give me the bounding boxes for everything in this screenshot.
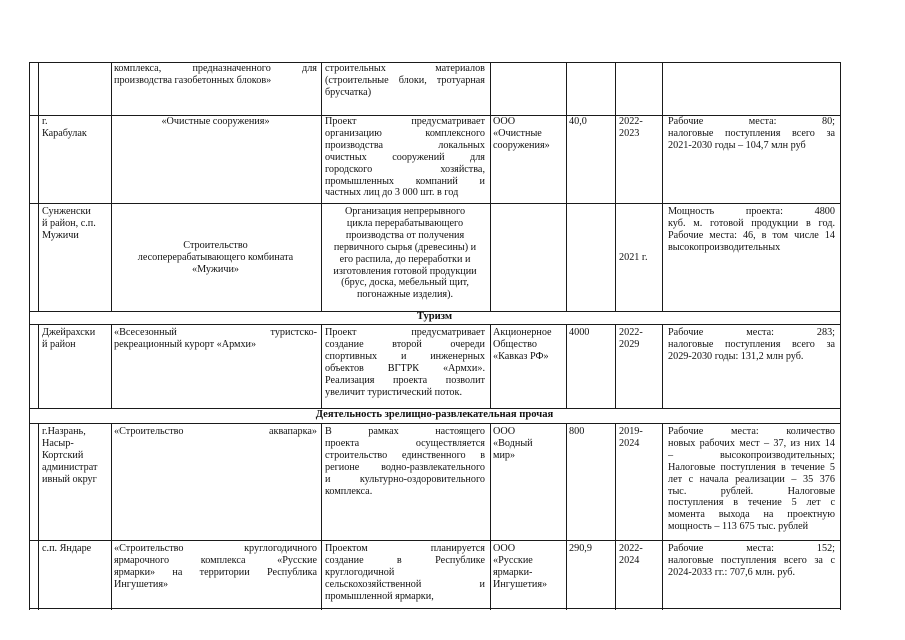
cell-effect — [668, 543, 835, 579]
table-rule-vertical — [490, 203, 491, 311]
cell-line: частных лиц до 3 000 шт. в год — [325, 187, 459, 199]
cell-period — [619, 252, 659, 264]
table-rule-vertical — [615, 423, 616, 540]
cell-line: производства от получения — [345, 229, 465, 241]
cell-line: 800 — [569, 426, 585, 437]
cell-line: Ингушетия» — [114, 578, 169, 590]
table-rule-vertical — [840, 540, 841, 608]
cell-line: куб. м. готовой продукции в год. — [668, 217, 835, 229]
cell-line: первичного сырья (древесины) и — [333, 241, 477, 253]
cell-period — [619, 426, 659, 450]
table-rule-vertical — [615, 540, 616, 608]
cell-line: Джейрахски — [42, 327, 96, 338]
cell-line: строительных материалов — [325, 63, 485, 74]
table-rule-vertical — [566, 115, 567, 203]
cell-line: Сунженски — [42, 206, 91, 217]
cell-line: Проект предусматривает — [325, 116, 485, 127]
table-rule-horizontal — [29, 423, 841, 424]
table-rule-horizontal — [29, 324, 841, 325]
table-rule-vertical — [662, 423, 663, 540]
table-rule-vertical — [38, 62, 39, 115]
section-heading: Деятельность зрелищно-развлекательная прочая — [315, 409, 554, 420]
cell-project — [114, 327, 317, 351]
cell-line: мир» — [493, 449, 516, 461]
cell-project — [114, 240, 317, 276]
cell-line: комплекса. — [325, 485, 373, 497]
cell-line: Мужичи — [42, 229, 79, 241]
cell-period — [619, 327, 659, 351]
table-rule-vertical — [29, 62, 30, 115]
cell-line: 290,9 — [569, 543, 592, 554]
cell-line: Общество — [493, 338, 537, 350]
cell-investor — [493, 543, 563, 591]
cell-line: организацию комплексного — [325, 127, 485, 139]
cell-line: Рабочие места: 283; — [668, 327, 835, 338]
cell-line: создание второй очереди — [325, 338, 485, 350]
table-rule-vertical — [662, 324, 663, 408]
cell-line: ООО — [493, 543, 516, 554]
table-rule-horizontal — [29, 608, 841, 609]
cell-line: «Мужичи» — [191, 263, 240, 275]
cell-effect — [668, 327, 835, 363]
table-rule-vertical — [29, 324, 30, 408]
cell-line: 2029 — [619, 338, 640, 350]
cell-line: (брус, доска, мебельный щит, — [341, 277, 469, 289]
table-rule-horizontal — [29, 203, 841, 204]
cell-effect — [668, 116, 835, 152]
table-rule-vertical — [566, 608, 567, 610]
cell-line: производства газобетонных блоков» — [114, 74, 272, 86]
table-rule-vertical — [321, 324, 322, 408]
cell-line: очистных сооружений для — [325, 151, 485, 163]
table-rule-vertical — [615, 324, 616, 408]
cell-line: «Строительство круглогодичного — [114, 543, 317, 554]
cell-line: строительство единственного в — [325, 449, 485, 461]
table-rule-vertical — [840, 62, 841, 115]
cell-effect — [668, 426, 835, 533]
cell-line: 2022- — [619, 327, 643, 338]
cell-line: Рабочие места: 152; — [668, 543, 835, 554]
cell-line: цикла перерабатывающего — [346, 217, 464, 229]
cell-line: лесоперерабатывающего комбината — [137, 251, 294, 263]
cell-description — [325, 543, 485, 603]
cell-line: налоговые поступления всего за — [668, 127, 835, 139]
cell-line: Налоговые поступления в течение 5 — [668, 461, 835, 473]
cell-line: и культурно-оздоровительного — [325, 473, 485, 485]
cell-amount — [569, 116, 613, 128]
cell-line: круглогодичной — [325, 566, 395, 578]
table-rule-vertical — [321, 62, 322, 115]
table-rule-vertical — [321, 423, 322, 540]
table-rule-vertical — [566, 203, 567, 311]
cell-project — [114, 116, 317, 128]
cell-project — [114, 63, 317, 87]
cell-location — [42, 116, 110, 140]
table-rule-vertical — [29, 203, 30, 311]
cell-line: Строительство — [183, 240, 248, 251]
cell-line: 2029-2030 годы: 131,2 млн руб. — [668, 350, 804, 362]
table-rule-vertical — [566, 423, 567, 540]
table-rule-vertical — [662, 203, 663, 311]
table-rule-vertical — [29, 115, 30, 203]
cell-location — [42, 543, 110, 555]
cell-line: 40,0 — [569, 116, 587, 127]
cell-line: 4000 — [569, 327, 590, 338]
table-rule-vertical — [111, 203, 112, 311]
table-rule-vertical — [840, 203, 841, 311]
cell-effect — [668, 206, 835, 254]
table-rule-vertical — [38, 203, 39, 311]
table-rule-vertical — [321, 608, 322, 610]
cell-line: мощность – 113 675 тыс. рублей — [668, 521, 809, 533]
cell-line: момента выхода на проектную — [668, 509, 835, 521]
cell-line: Мощность проекта: 4800 — [668, 206, 835, 217]
cell-line: 2021-2030 годы – 104,7 млн руб — [668, 139, 806, 151]
cell-line: Карабулак — [42, 127, 87, 139]
table-rule-vertical — [662, 540, 663, 608]
cell-line: Рабочие места: 46, в том числе 14 — [668, 229, 835, 241]
cell-line: налоговые поступления всего за с — [668, 554, 835, 566]
table-rule-vertical — [840, 423, 841, 540]
table-rule-vertical — [840, 311, 841, 324]
table-rule-vertical — [490, 115, 491, 203]
cell-line: Рабочие места: 80; — [668, 116, 835, 127]
cell-line: лет с начала реализации – 35 376 — [668, 473, 835, 485]
cell-line: администрат — [42, 461, 98, 473]
table-rule-horizontal — [29, 540, 841, 541]
cell-line: ярмарки» на территории Республика — [114, 566, 317, 578]
cell-line: Акционерное — [493, 327, 552, 338]
cell-period — [619, 116, 659, 140]
cell-line: Реализация проекта позволит — [325, 374, 485, 386]
table-rule-vertical — [840, 324, 841, 408]
cell-line: «Водный — [493, 437, 533, 449]
table-rule-vertical — [490, 608, 491, 610]
table-rule-vertical — [566, 324, 567, 408]
cell-line: г.Назрань, — [42, 426, 86, 437]
cell-amount — [569, 327, 613, 339]
cell-description — [325, 327, 485, 398]
cell-line: увеличит туристический поток. — [325, 386, 462, 398]
cell-line: 2024-2033 гг.: 707,6 млн. руб. — [668, 566, 796, 578]
cell-line: новых рабочих мест – 37, из них 14 — [668, 437, 835, 449]
cell-investor — [493, 116, 563, 152]
table-rule-vertical — [29, 423, 30, 540]
table-rule-vertical — [566, 62, 567, 115]
section-heading: Туризм — [416, 311, 453, 322]
cell-line: 2023 — [619, 127, 640, 139]
table-rule-vertical — [615, 62, 616, 115]
table-rule-vertical — [662, 62, 663, 115]
cell-line: Насыр- — [42, 437, 74, 449]
cell-line: высокопроизводительных — [668, 241, 781, 253]
table-rule-vertical — [566, 540, 567, 608]
cell-line: с.п. Яндаре — [42, 543, 92, 554]
cell-line: г. — [42, 116, 48, 127]
cell-line: Кортский — [42, 449, 84, 461]
cell-line: ивный округ — [42, 473, 97, 485]
table-rule-vertical — [840, 408, 841, 423]
cell-line: 2024 — [619, 554, 640, 566]
cell-line: производства локальных — [325, 139, 485, 151]
table-rule-vertical — [490, 423, 491, 540]
cell-line: сельскохозяйственной и — [325, 578, 485, 590]
cell-line: Проектом планируется — [325, 543, 485, 554]
cell-line: ярмарки- — [493, 566, 533, 578]
cell-line: Проект предусматривает — [325, 327, 485, 338]
table-rule-vertical — [662, 115, 663, 203]
cell-amount — [569, 426, 613, 438]
cell-location — [42, 426, 110, 486]
cell-location — [42, 206, 110, 242]
cell-line: «Очистные сооружения» — [161, 116, 270, 127]
cell-period — [619, 543, 659, 567]
cell-line: брусчатка) — [325, 86, 372, 98]
cell-line: – высокопроизводительных; — [668, 449, 835, 461]
table-rule-vertical — [840, 115, 841, 203]
table-rule-vertical — [29, 540, 30, 608]
table-rule-vertical — [321, 540, 322, 608]
cell-line: тыс. рублей. Налоговые — [668, 485, 835, 497]
cell-investor — [493, 426, 563, 462]
cell-amount — [569, 543, 613, 555]
cell-line: рекреационный курорт «Армхи» — [114, 338, 257, 350]
table-rule-vertical — [111, 423, 112, 540]
cell-line: 2022- — [619, 543, 643, 554]
table-rule-vertical — [38, 115, 39, 203]
cell-investor — [493, 327, 563, 363]
cell-line: «Кавказ РФ» — [493, 350, 549, 362]
cell-location — [42, 327, 110, 351]
table-rule-vertical — [490, 62, 491, 115]
cell-line: проекта осуществляется — [325, 437, 485, 449]
cell-description — [325, 116, 485, 199]
cell-line: городского хозяйства, — [325, 163, 485, 175]
cell-line: погонажные изделия). — [356, 289, 454, 301]
cell-line: промышленной ярмарки, — [325, 590, 434, 602]
cell-line: й район — [42, 338, 76, 350]
cell-line: объектов ВГТРК «Армхи». — [325, 362, 485, 374]
table-rule-vertical — [615, 115, 616, 203]
cell-line: создание в Республике — [325, 554, 485, 566]
cell-line: В рамках настоящего — [325, 426, 485, 437]
cell-line: ООО — [493, 116, 516, 127]
table-rule-vertical — [29, 608, 30, 610]
table-rule-vertical — [662, 608, 663, 610]
table-rule-vertical — [38, 324, 39, 408]
cell-line: 2022- — [619, 116, 643, 127]
table-rule-vertical — [615, 608, 616, 610]
cell-description — [325, 426, 485, 497]
cell-line: й район, с.п. — [42, 217, 96, 229]
cell-line: Рабочие места: количество — [668, 426, 835, 437]
cell-description — [325, 206, 485, 301]
cell-line: ООО — [493, 426, 516, 437]
cell-line: ярмарочного комплекса «Русские — [114, 554, 317, 566]
table-rule-vertical — [38, 540, 39, 608]
table-rule-vertical — [38, 608, 39, 610]
cell-line: спортивных и инженерных — [325, 350, 485, 362]
table-rule-vertical — [615, 203, 616, 311]
cell-line: (строительные блоки, тротуарная — [325, 74, 485, 86]
table-rule-vertical — [111, 540, 112, 608]
table-rule-vertical — [111, 324, 112, 408]
table-rule-vertical — [111, 62, 112, 115]
cell-line: изготовления готовой продукции — [333, 265, 477, 277]
cell-project — [114, 426, 317, 438]
table-rule-vertical — [321, 203, 322, 311]
cell-line: комплекса, предназначенного для — [114, 63, 317, 74]
cell-line: регионе водно-развлекательного — [325, 461, 485, 473]
cell-line: Ингушетия» — [493, 578, 548, 590]
table-rule-vertical — [38, 423, 39, 540]
cell-line: «Всесезонный туристско- — [114, 327, 317, 338]
cell-line: поступления в течение 5 лет с — [668, 497, 835, 509]
cell-line: 2021 г. — [619, 252, 648, 263]
cell-description — [325, 63, 485, 99]
cell-line: налоговые поступления всего за — [668, 338, 835, 350]
cell-line: 2024 — [619, 437, 640, 449]
cell-line: 2019- — [619, 426, 643, 437]
table-rule-vertical — [321, 115, 322, 203]
table-rule-vertical — [490, 324, 491, 408]
cell-line: Организация непрерывного — [344, 206, 466, 217]
table-rule-vertical — [111, 608, 112, 610]
cell-line: «Строительство аквапарка» — [114, 426, 317, 437]
cell-line: «Очистные — [493, 127, 542, 139]
cell-line: сооружения» — [493, 139, 550, 151]
cell-line: «Русские — [493, 554, 533, 566]
table-rule-vertical — [490, 540, 491, 608]
cell-project — [114, 543, 317, 591]
table-rule-vertical — [840, 608, 841, 610]
table-rule-vertical — [111, 115, 112, 203]
cell-line: его распила, до переработки и — [339, 253, 471, 265]
cell-line: промышленных компаний и — [325, 175, 485, 187]
